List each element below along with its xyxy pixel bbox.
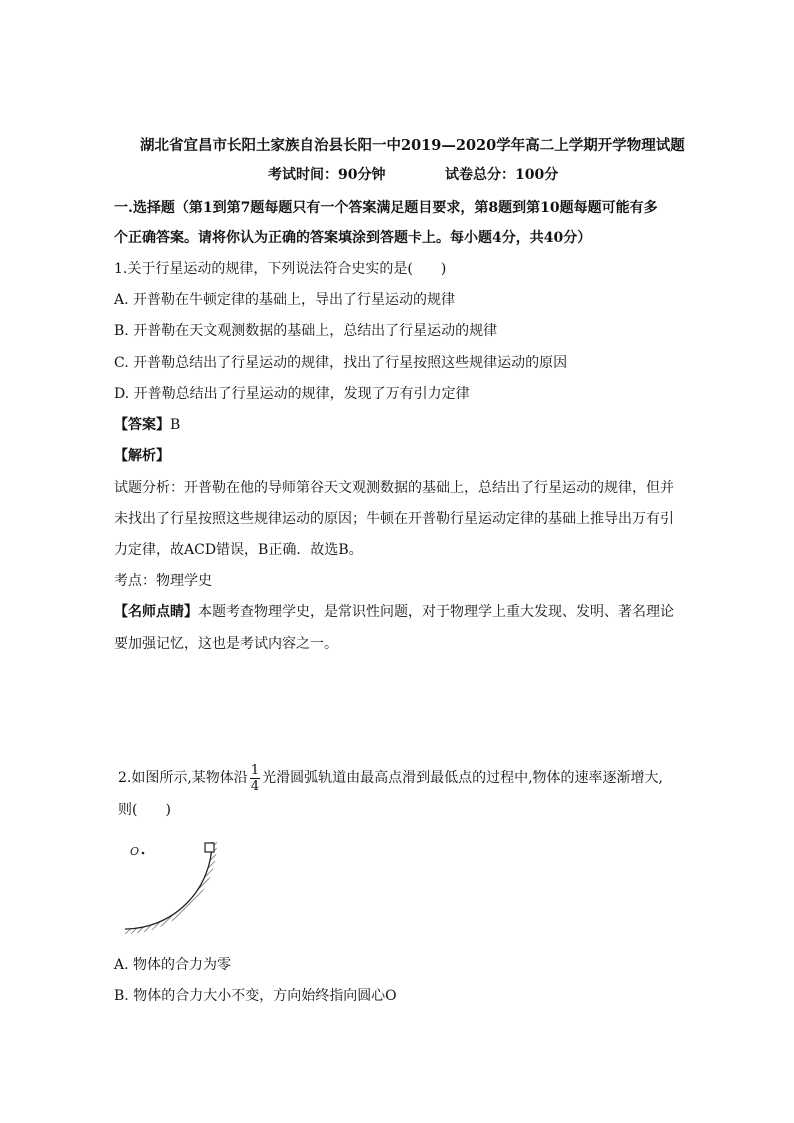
fraction-denominator: 4	[250, 778, 260, 794]
q2-option-a: A. 物体的合力为零	[114, 957, 232, 973]
q1-stem: 1.关于行星运动的规律，下列说法符合史实的是( )	[114, 261, 447, 277]
q2-option-b: B. 物体的合力大小不变，方向始终指向圆心O	[114, 988, 397, 1004]
analysis-line-2: 未找出了行星按照这些规律运动的原因；牛顿在开普勒行星运动定律的基础上推导出万有引	[114, 511, 674, 527]
tip-line-2: 要加强记忆，这也是考试内容之一。	[114, 636, 338, 652]
answer-tag: 【答案】	[114, 417, 170, 433]
q1-answer	[114, 415, 180, 435]
fraction-numerator: 1	[250, 762, 260, 778]
q1-option-d: D. 开普勒总结出了行星运动的规律，发现了万有引力定律	[114, 386, 470, 402]
q1-option-a: A. 开普勒在牛顿定律的基础上，导出了行星运动的规律	[114, 292, 456, 308]
exam-time: 考试时间：90分钟	[268, 167, 386, 183]
quarter-fraction	[250, 763, 260, 794]
page-title: 湖北省宜昌市长阳土家族自治县长阳一中2019—2020学年高二上学期开学物理试题	[140, 137, 685, 154]
total-score: 试卷总分：100分	[445, 167, 559, 183]
tip-text-1: 本题考查物理学史，是常识性问题，对于物理学上重大发现、发明、著名理论	[198, 604, 674, 620]
q2-stem-line2: 则( )	[118, 802, 171, 818]
analysis-tag: 【解析】	[114, 448, 170, 464]
q1-option-c: C. 开普勒总结出了行星运动的规律，找出了行星按照这些规律运动的原因	[114, 355, 568, 371]
answer-value: B	[170, 417, 181, 433]
center-label: O	[130, 845, 140, 858]
tip-tag: 【名师点睛】	[114, 604, 198, 620]
q2-stem-post: 光滑圆弧轨道由最高点滑到最低点的过程中,物体的速率逐渐增大,	[262, 770, 663, 786]
center-point	[142, 852, 145, 855]
section-heading-line1: 一.选择题（第1到第7题每题只有一个答案满足题目要求，第8题到第10题每题可能有多	[114, 200, 658, 216]
q2-stem	[118, 760, 663, 796]
block-object	[205, 843, 214, 852]
q1-option-b: B. 开普勒在天文观测数据的基础上，总结出了行星运动的规律	[114, 323, 498, 339]
q2-stem-pre: 2.如图所示,某物体沿	[118, 770, 248, 786]
analysis-line-1: 试题分析：开普勒在他的导师第谷天文观测数据的基础上，总结出了行星运动的规律，但并	[114, 480, 674, 496]
quarter-arc-figure	[110, 830, 240, 940]
kaodian: 考点：物理学史	[114, 573, 212, 589]
analysis-line-3: 力定律，故ACD错误，B正确．故选B。	[114, 542, 363, 558]
section-heading-line2: 个正确答案。请将你认为正确的答案填涂到答题卡上。每小题4分，共40分）	[114, 230, 592, 246]
tip-line-1	[114, 602, 674, 622]
